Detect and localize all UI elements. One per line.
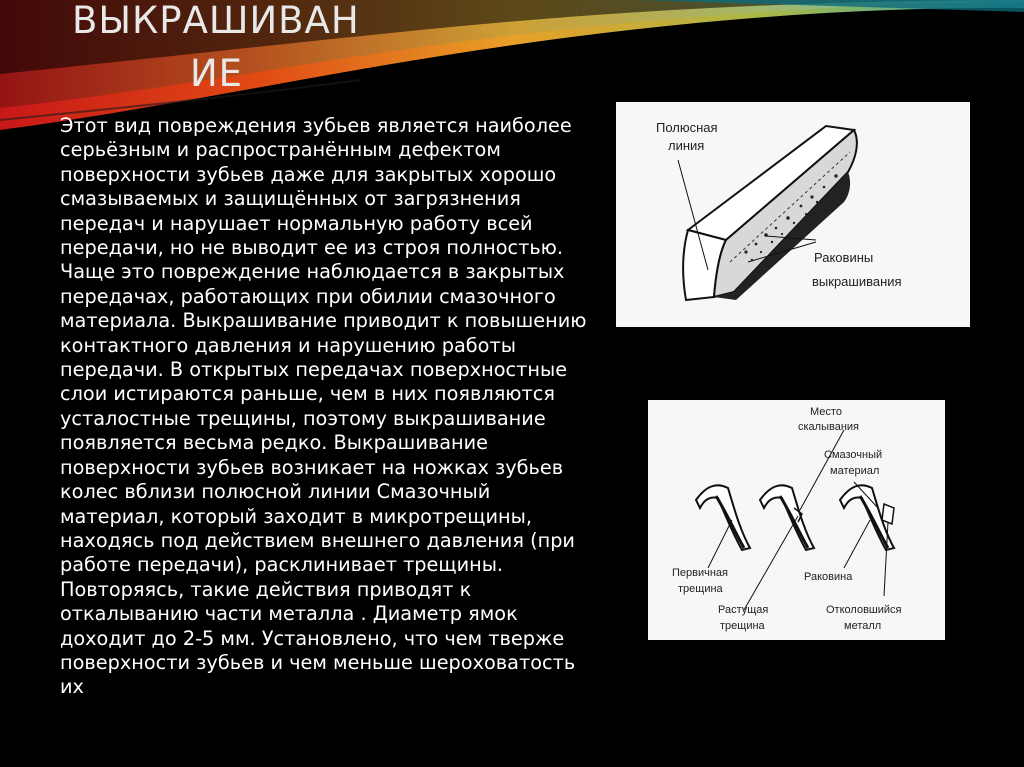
label-primary-1: Первичная [672,567,729,579]
label-chipped-2: металл [844,620,882,632]
label-growing-2: трещина [720,620,765,632]
label-primary-2: трещина [678,583,723,595]
figure-tooth-pitting [616,102,970,327]
label-lube-1: Смазочный [824,449,883,461]
slide-title-line2: ИЕ [190,52,244,95]
label-pits-2: выкрашивания [812,274,902,289]
slide-title-line1: ВЫКРАШИВАН [72,0,360,42]
label-chip-2: скалывания [798,421,860,433]
body-paragraph: Этот вид повреждения зубьев является наиболее серьёзным и распространённым дефектом поверхности зубьев даже для закрытых хорошо смазываемых и защищённых от загрязнения передач и нарушает нормальную работу всей передачи, но не выводит ее из строя полностью. Чаще это повреждение наблюдается в закрытых передачах, работающих при обилии смазочного материала. Выкрашивание приводит к повышению контактного давления и нарушению работы передачи. В открытых передачах поверхностные слои истираются раньше, чем в них появляются усталостные трещины, поэтому выкрашивание появляется весьма редко. Выкрашивание поверхности зубьев возникает на ножках зубьев колес вблизи полюсной линии Смазочный материал, который заходит в микротрещины, находясь под действием внешнего давления (при работе передачи), расклинивает трещины. Повторяясь, такие действия приводят к откалыванию части металла . Диаметр ямок доходит до 2-5 мм. Установлено, что чем тверже поверхности зубьев и чем меньше шероховатость их [60,114,587,699]
label-pole-line-2: линия [668,138,705,153]
label-pole-line-1: Полюсная [656,120,718,135]
tooth-pitting-illustration [616,102,970,327]
label-pits-1: Раковины [814,250,874,265]
figure-crack-progression [648,400,945,640]
label-chip-1: Место [810,406,842,418]
label-pit: Раковина [804,571,853,583]
slide-title [72,0,392,100]
label-growing-1: Растущая [718,604,769,616]
label-chipped-1: Отколовшийся [826,604,902,616]
crack-progression-illustration [648,400,945,640]
label-lube-2: материал [830,465,880,477]
